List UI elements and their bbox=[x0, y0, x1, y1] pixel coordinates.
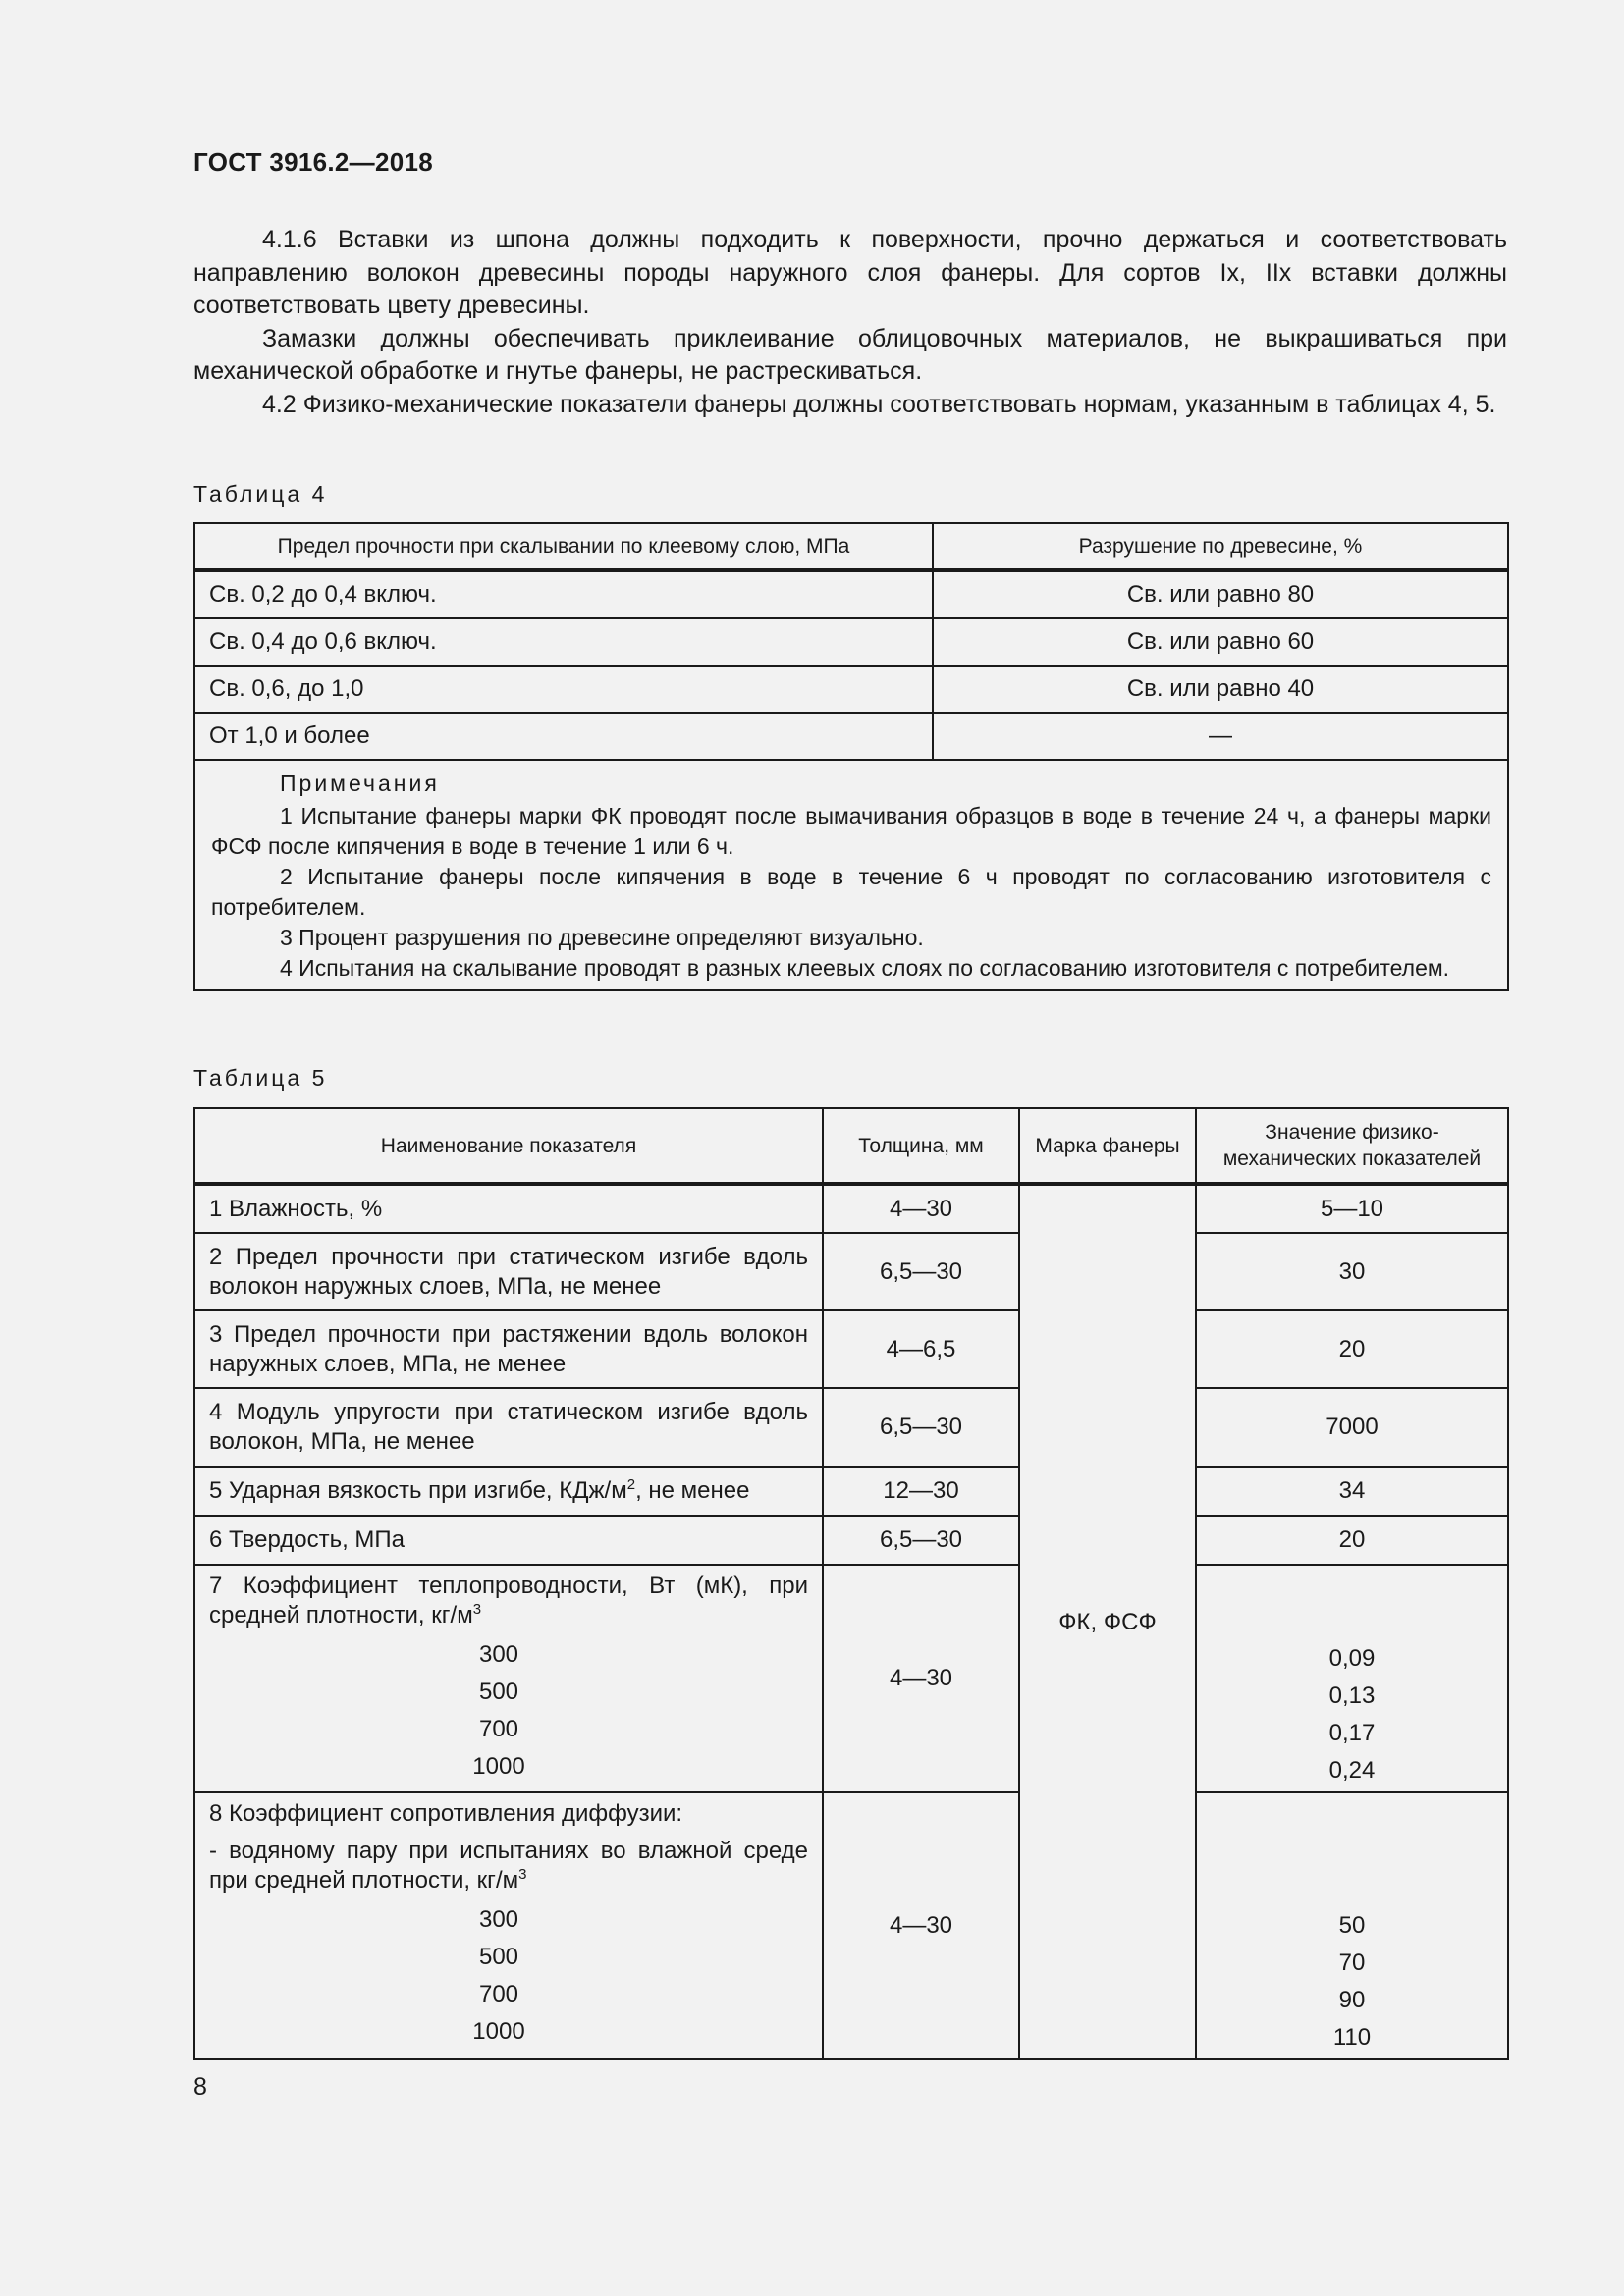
indicator-name bbox=[194, 1565, 823, 1792]
table-row bbox=[194, 618, 1508, 666]
table4-cell: Св. 0,2 до 0,4 включ. bbox=[194, 570, 933, 618]
table4-cell: Св. или равно 40 bbox=[933, 666, 1508, 713]
thickness-cell: 4—30 bbox=[823, 1184, 1019, 1233]
note-1: 1 Испытание фанеры марки ФК проводят после вымачивания образцов в воде в течение 24 ч, а фанеры марки ФСФ после кипячения в воде в течение 1 или 6 ч. bbox=[211, 803, 1491, 859]
thickness-cell: 4—30 bbox=[823, 1565, 1019, 1792]
table-row bbox=[194, 1792, 1508, 2059]
table5-header-name: Наименование показателя bbox=[194, 1108, 823, 1184]
table-row bbox=[194, 1310, 1508, 1388]
table-row bbox=[194, 1184, 1508, 1233]
indicator-title bbox=[209, 1572, 808, 1630]
density-value: 500 bbox=[478, 1679, 519, 1705]
indicator-name-text: - водяному пару при испытаниях во влажной среде при средней плотности, кг/м bbox=[209, 1838, 808, 1894]
table4-notes bbox=[194, 760, 1508, 990]
superscript: 3 bbox=[518, 1866, 527, 1883]
density-list bbox=[209, 1901, 808, 2051]
table4-cell: Св. 0,6, до 1,0 bbox=[194, 666, 933, 713]
value-item: 70 bbox=[1338, 1949, 1366, 1976]
value-item: 90 bbox=[1338, 1987, 1366, 2013]
table5-header-value: Значение физико-механических показателей bbox=[1196, 1108, 1508, 1184]
thickness-cell: 6,5—30 bbox=[823, 1388, 1019, 1467]
indicator-name: 3 Предел прочности при растяжении вдоль волокон наружных слоев, МПа, не менее bbox=[194, 1310, 823, 1388]
value-cell: 7000 bbox=[1196, 1388, 1508, 1467]
paragraph-4-1-6: 4.1.6 Вставки из шпона должны подходить к поверхности, прочно держаться и соответствовать направлению волокон древесины породы наружного слоя фанеры. Для сортов Ix, IIx вставки должны соответствовать цвету древесины. bbox=[193, 226, 1507, 319]
table4-cell: От 1,0 и более bbox=[194, 713, 933, 760]
table5-header-grade: Марка фанеры bbox=[1019, 1108, 1196, 1184]
value-cell bbox=[1196, 1565, 1508, 1792]
note-2: 2 Испытание фанеры после кипячения в воде в течение 6 ч проводят по согласованию изготовителя с потребителем. bbox=[211, 864, 1491, 920]
thickness-cell: 6,5—30 bbox=[823, 1233, 1019, 1310]
table5-header-row bbox=[194, 1108, 1508, 1184]
value-item: 0,17 bbox=[1328, 1720, 1376, 1746]
table-row bbox=[194, 1467, 1508, 1516]
density-value: 300 bbox=[478, 1641, 519, 1668]
table-row bbox=[194, 1565, 1508, 1792]
value-cell: 5—10 bbox=[1196, 1184, 1508, 1233]
indicator-name: 4 Модуль упругости при статическом изгибе вдоль волокон, МПа, не менее bbox=[194, 1388, 823, 1467]
note-4: 4 Испытания на скалывание проводят в разных клеевых слоях по согласованию изготовителя с потребителем. bbox=[280, 955, 1450, 981]
note-3: 3 Процент разрушения по древесине определяют визуально. bbox=[280, 925, 924, 950]
table5-caption: Таблица 5 bbox=[193, 1065, 328, 1091]
indicator-name: 1 Влажность, % bbox=[194, 1184, 823, 1233]
density-value: 1000 bbox=[472, 2018, 525, 2045]
body-text bbox=[193, 224, 1507, 421]
table-row bbox=[194, 713, 1508, 760]
table4-cell: Св. или равно 60 bbox=[933, 618, 1508, 666]
thickness-cell: 4—6,5 bbox=[823, 1310, 1019, 1388]
table-row bbox=[194, 570, 1508, 618]
density-value: 300 bbox=[478, 1906, 519, 1933]
indicator-subtitle bbox=[209, 1837, 808, 1896]
table-row bbox=[194, 1233, 1508, 1310]
table-row bbox=[194, 666, 1508, 713]
table-5 bbox=[193, 1107, 1509, 2060]
density-value: 1000 bbox=[472, 1753, 525, 1780]
indicator-name-text: 5 Ударная вязкость при изгибе, КДж/м bbox=[209, 1477, 627, 1504]
table4-header-row bbox=[194, 523, 1508, 570]
thickness-cell: 4—30 bbox=[823, 1792, 1019, 2059]
table4-header-strength: Предел прочности при скалывании по клеевому слою, МПа bbox=[194, 523, 933, 570]
table-row bbox=[194, 1388, 1508, 1467]
value-item: 0,24 bbox=[1328, 1757, 1376, 1784]
table4-header-wood-failure: Разрушение по древесине, % bbox=[933, 523, 1508, 570]
value-cell: 20 bbox=[1196, 1310, 1508, 1388]
grade-cell: ФК, ФСФ bbox=[1019, 1184, 1196, 2059]
superscript: 3 bbox=[472, 1601, 482, 1618]
density-list bbox=[209, 1636, 808, 1786]
superscript: 2 bbox=[626, 1476, 636, 1493]
indicator-name-text: 7 Коэффициент теплопроводности, Вт (мК), при средней плотности, кг/м bbox=[209, 1573, 808, 1629]
table4-cell: Св. или равно 80 bbox=[933, 570, 1508, 618]
density-value: 700 bbox=[478, 1981, 519, 2007]
thickness-cell: 6,5—30 bbox=[823, 1516, 1019, 1565]
value-cell: 30 bbox=[1196, 1233, 1508, 1310]
table4-caption: Таблица 4 bbox=[193, 481, 328, 507]
density-value: 700 bbox=[478, 1716, 519, 1742]
value-cell: 20 bbox=[1196, 1516, 1508, 1565]
table4-cell: — bbox=[933, 713, 1508, 760]
table-row bbox=[194, 1516, 1508, 1565]
thickness-cell: 12—30 bbox=[823, 1467, 1019, 1516]
value-cell: 34 bbox=[1196, 1467, 1508, 1516]
document-header: ГОСТ 3916.2—2018 bbox=[193, 147, 434, 177]
value-item: 0,09 bbox=[1328, 1645, 1376, 1672]
table4-cell: Св. 0,4 до 0,6 включ. bbox=[194, 618, 933, 666]
page-number: 8 bbox=[193, 2073, 207, 2101]
indicator-title: 8 Коэффициент сопротивления диффузии: bbox=[209, 1800, 683, 1827]
indicator-name bbox=[194, 1467, 823, 1516]
value-item: 0,13 bbox=[1328, 1682, 1376, 1709]
notes-title: Примечания bbox=[280, 771, 440, 796]
value-cell bbox=[1196, 1792, 1508, 2059]
value-item: 110 bbox=[1332, 2024, 1372, 2051]
indicator-name: 2 Предел прочности при статическом изгибе вдоль волокон наружных слоев, МПа, не менее bbox=[194, 1233, 823, 1310]
table5-header-thickness: Толщина, мм bbox=[823, 1108, 1019, 1184]
indicator-name: 6 Твердость, МПа bbox=[194, 1516, 823, 1565]
paragraph-putty: Замазки должны обеспечивать приклеивание облицовочных материалов, не выкрашиваться при механической обработке и гнутье фанеры, не растрескиваться. bbox=[193, 324, 1507, 385]
paragraph-4-2: 4.2 Физико-механические показатели фанеры должны соответствовать нормам, указанным в таблицах 4, 5. bbox=[262, 390, 1496, 418]
indicator-name bbox=[194, 1792, 823, 2059]
density-value: 500 bbox=[478, 1944, 519, 1970]
table4-notes-row bbox=[194, 760, 1508, 990]
table-4 bbox=[193, 522, 1509, 991]
indicator-name-text: , не менее bbox=[635, 1477, 750, 1504]
value-item: 50 bbox=[1338, 1912, 1366, 1939]
